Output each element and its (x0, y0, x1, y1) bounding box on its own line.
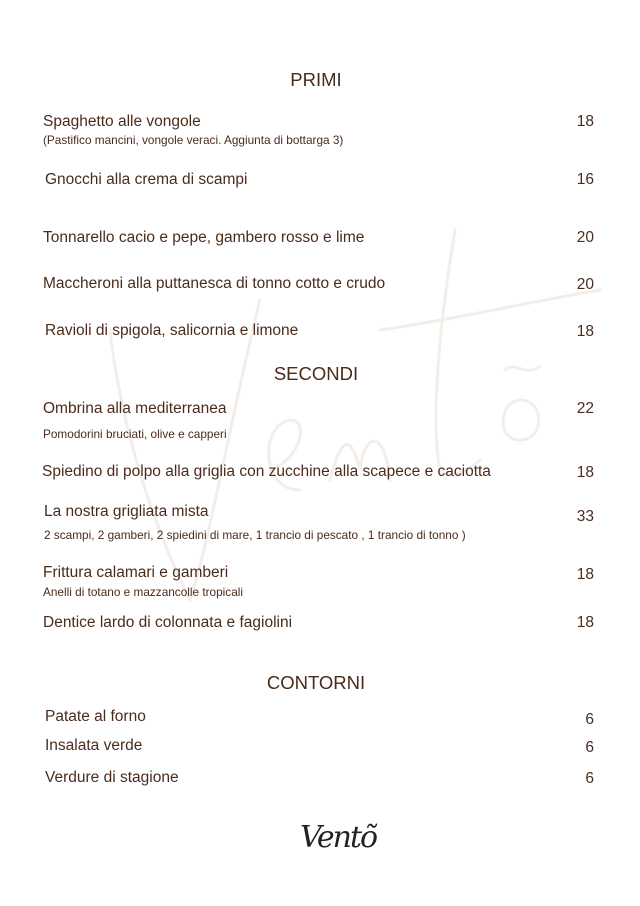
menu-item-name: La nostra grigliata mista (44, 503, 209, 520)
menu-item-name: Tonnarello cacio e pepe, gambero rosso e lime (43, 229, 365, 246)
menu-item-price: 6 (585, 739, 594, 756)
section-title-secondi: SECONDI (273, 363, 359, 384)
menu-item-desc: (Pastifico mancini, vongole veraci. Aggiunta di bottarga 3) (43, 133, 344, 147)
menu-item-price: 33 (576, 508, 594, 525)
menu-item-name: Patate al forno (45, 708, 146, 725)
menu-item-price: 18 (576, 464, 594, 481)
menu-item-price: 20 (576, 229, 594, 246)
menu-item-price: 22 (576, 400, 594, 417)
menu-item-price: 18 (576, 323, 594, 340)
menu-item-name: Insalata verde (45, 737, 143, 754)
menu-item-price: 6 (585, 711, 594, 728)
section-title-primi: PRIMI (290, 69, 342, 90)
menu-item-name: Frittura calamari e gamberi (43, 564, 229, 581)
menu-item-price: 20 (576, 276, 594, 293)
menu-item-price: 18 (576, 566, 594, 583)
menu-item-name: Spaghetto alle vongole (43, 113, 201, 130)
menu-item-price: 18 (576, 113, 594, 130)
menu-item-name: Gnocchi alla crema di scampi (45, 171, 248, 188)
menu-item-desc: Pomodorini bruciati, olive e capperi (43, 427, 227, 441)
menu-item-name: Maccheroni alla puttanesca di tonno cotto e crudo (43, 275, 386, 292)
menu-item-name: Verdure di stagione (45, 769, 179, 786)
restaurant-logo: Ventõ (300, 820, 377, 855)
menu-item-name: Ravioli di spigola, salicornia e limone (45, 322, 299, 339)
menu-item-name: Ombrina alla mediterranea (43, 400, 227, 417)
menu-item-desc: 2 scampi, 2 gamberi, 2 spiedini di mare, 1 trancio di pescato , 1 trancio di tonno ) (44, 528, 466, 542)
menu-item-desc: Anelli di totano e mazzancolle tropicali (43, 585, 243, 599)
menu-item-price: 6 (585, 770, 594, 787)
menu-item-price: 16 (576, 171, 594, 188)
menu-item-name: Spiedino di polpo alla griglia con zucchine alla scapece e caciotta (42, 463, 491, 480)
menu-item-price: 18 (576, 614, 594, 631)
menu-item-name: Dentice lardo di colonnata e fagiolini (43, 614, 293, 631)
section-title-contorni: CONTORNI (266, 672, 366, 693)
